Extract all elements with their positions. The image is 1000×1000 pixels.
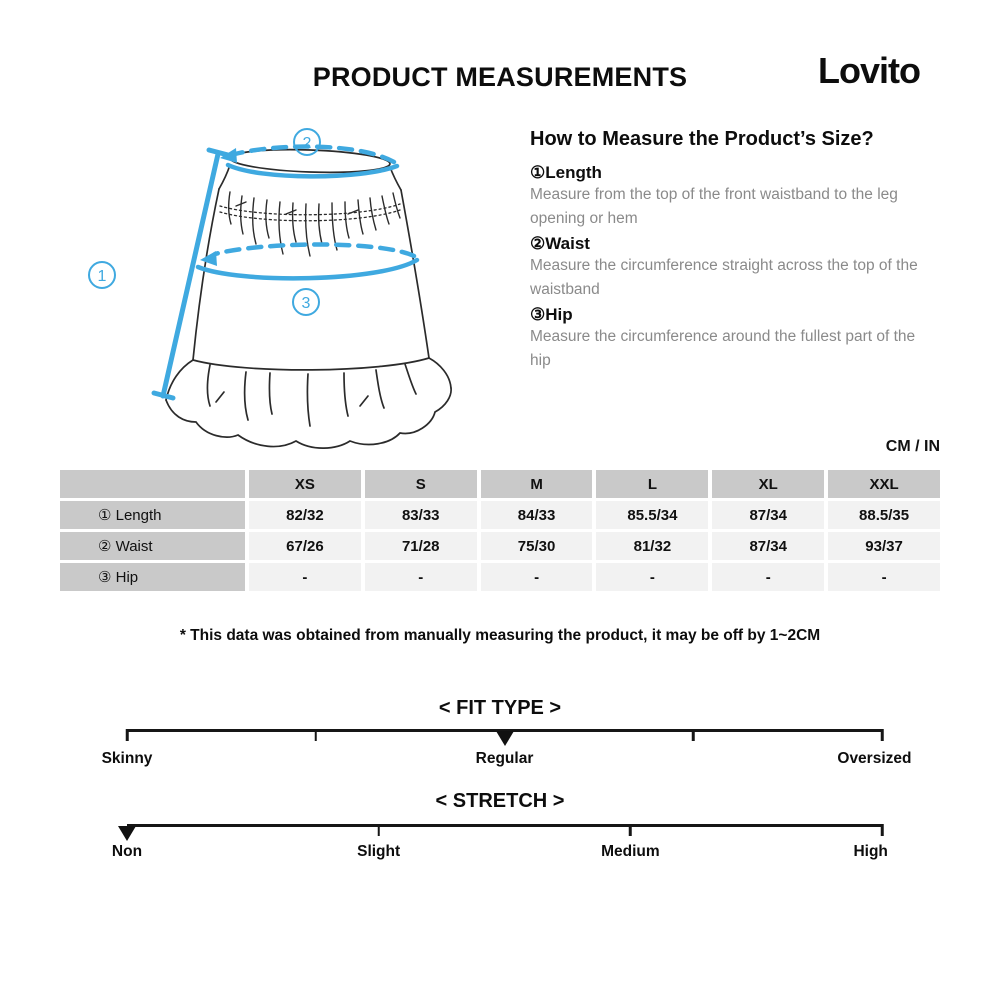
- cell-length-xl: 87/34: [712, 501, 824, 529]
- cell-length-m: 84/33: [481, 501, 593, 529]
- row-label-waist: ② Waist: [60, 532, 245, 560]
- cell-hip-l: -: [596, 563, 708, 591]
- cell-length-s: 83/33: [365, 501, 477, 529]
- cell-hip-xl: -: [712, 563, 824, 591]
- callout-3-number: 3: [301, 295, 311, 312]
- measure-annotations: [89, 129, 417, 398]
- fit-type-labels: [101, 750, 912, 770]
- cell-hip-s: -: [365, 563, 477, 591]
- fit-type-heading: < FIT TYPE >: [438, 697, 562, 719]
- length-measure-line: [163, 154, 218, 396]
- stretch-marker-triangle: [118, 826, 136, 841]
- row-label-hip: ③ Hip: [60, 563, 245, 591]
- callout-1-number: 1: [97, 268, 107, 285]
- size-table: [56, 467, 944, 594]
- stretch-label-slight: Slight: [357, 843, 401, 860]
- units-label: CM / IN: [885, 438, 940, 455]
- cell-hip-xs: -: [249, 563, 361, 591]
- cell-length-xxl: 88.5/35: [828, 501, 940, 529]
- cell-length-xs: 82/32: [249, 501, 361, 529]
- stretch-tick-33: [377, 824, 380, 836]
- fit-type-label-skinny: Skinny: [101, 750, 153, 767]
- fit-type-tick-100: [881, 729, 884, 741]
- table-row-waist: [60, 532, 940, 560]
- hip-measure-arc: [198, 260, 417, 278]
- col-header-m: M: [481, 470, 593, 498]
- cell-waist-m: 75/30: [481, 532, 593, 560]
- measure-item-length-label: ①Length: [530, 163, 602, 182]
- cell-hip-m: -: [481, 563, 593, 591]
- cell-waist-xxl: 93/37: [828, 532, 940, 560]
- measure-item-length-desc: Measure from the top of the front waistband to the leg opening or hem: [530, 186, 898, 227]
- stretch-labels: [111, 843, 888, 863]
- measure-item-waist-label: ②Waist: [530, 234, 590, 253]
- col-header-s: S: [365, 470, 477, 498]
- cell-waist-xs: 67/26: [249, 532, 361, 560]
- stretch-label-non: Non: [111, 843, 143, 860]
- fit-type-tick-0: [126, 729, 129, 741]
- measure-item-hip-label: ③Hip: [530, 305, 573, 324]
- measurement-disclaimer: * This data was obtained from manually measuring the product, it may be off by 1~2CM: [179, 627, 821, 644]
- stretch-scale: [127, 824, 882, 827]
- fit-type-scale: [127, 729, 882, 732]
- fit-type-marker-triangle: [496, 731, 514, 746]
- how-to-heading: How to Measure the Product’s Size?: [530, 128, 874, 150]
- table-row-length: [60, 501, 940, 529]
- page-title: PRODUCT MEASUREMENTS: [312, 62, 688, 92]
- fit-type-label-regular: Regular: [475, 750, 534, 767]
- row-label-length: ① Length: [60, 501, 245, 529]
- size-table-corner-cell: [60, 470, 245, 498]
- stretch-label-high: High: [853, 843, 888, 860]
- fit-type-tick-75: [692, 729, 695, 741]
- brand-logo: Lovito: [818, 50, 920, 91]
- fit-type-tick-25: [315, 729, 318, 741]
- cell-waist-l: 81/32: [596, 532, 708, 560]
- stretch-tick-100: [881, 824, 884, 836]
- size-table-header-row: [60, 470, 940, 498]
- callout-2-number: 2: [302, 135, 312, 152]
- stretch-label-medium: Medium: [601, 843, 660, 860]
- cell-waist-xl: 87/34: [712, 532, 824, 560]
- skirt-illustration: [60, 110, 500, 460]
- col-header-xs: XS: [249, 470, 361, 498]
- how-to-measure-section: [530, 128, 930, 372]
- cell-waist-s: 71/28: [365, 532, 477, 560]
- ruffle-hem: [166, 358, 451, 448]
- col-header-xl: XL: [712, 470, 824, 498]
- table-row-hip: [60, 563, 940, 591]
- measure-item-hip-desc: Measure the circumference around the fullest part of the hip: [530, 328, 916, 369]
- fit-type-label-oversized: Oversized: [837, 750, 912, 767]
- col-header-l: L: [596, 470, 708, 498]
- col-header-xxl: XXL: [828, 470, 940, 498]
- measure-item-waist-desc: Measure the circumference straight across the top of the waistband: [530, 257, 918, 298]
- cell-hip-xxl: -: [828, 563, 940, 591]
- cell-length-l: 85.5/34: [596, 501, 708, 529]
- stretch-tick-67: [629, 824, 632, 836]
- stretch-heading: < STRETCH >: [435, 790, 565, 812]
